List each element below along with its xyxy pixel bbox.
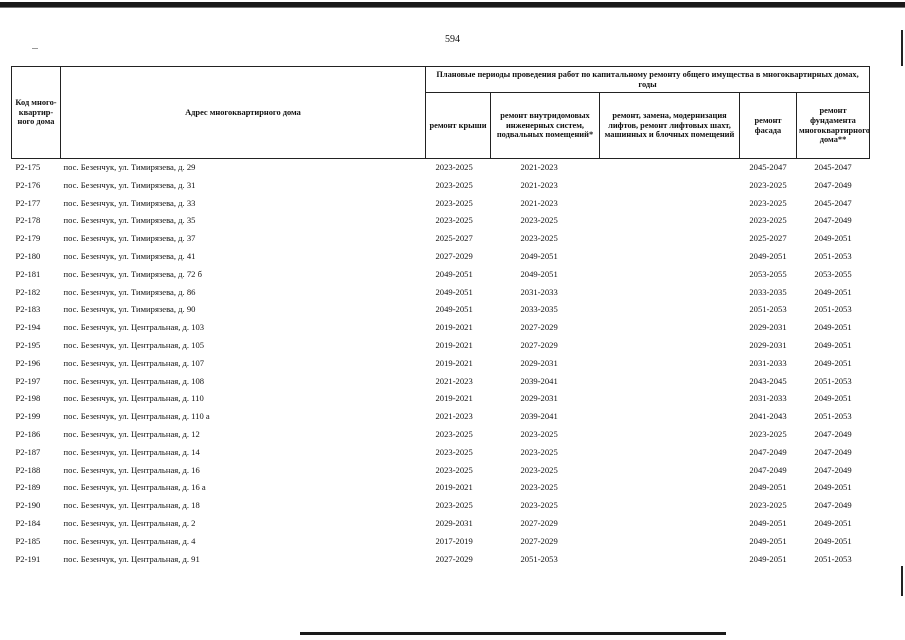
cell-facade: 2049-2051 bbox=[749, 553, 787, 564]
table-row bbox=[12, 462, 870, 480]
scan-edge-right-lower bbox=[901, 566, 903, 596]
cell-foundation: 2047-2049 bbox=[814, 446, 852, 457]
cell-address: пос. Безенчук, ул. Центральная, д. 14 bbox=[63, 446, 200, 457]
cell-foundation: 2051-2053 bbox=[814, 375, 852, 386]
cell-foundation: 2047-2049 bbox=[814, 500, 852, 511]
cell-systems: 2021-2023 bbox=[520, 179, 558, 190]
cell-facade: 2023-2025 bbox=[749, 500, 787, 511]
cell-lifts bbox=[600, 230, 740, 248]
table-body bbox=[12, 159, 870, 569]
cell-code: Р2-178 bbox=[15, 215, 41, 226]
cell-systems: 2023-2025 bbox=[520, 428, 558, 439]
cell-foundation: 2049-2051 bbox=[814, 393, 852, 404]
cell-lifts bbox=[600, 373, 740, 391]
cell-facade: 2031-2033 bbox=[749, 357, 787, 368]
cell-systems: 2027-2029 bbox=[520, 535, 558, 546]
cell-code: Р2-187 bbox=[15, 446, 41, 457]
cell-code: Р2-182 bbox=[15, 286, 41, 297]
cell-lifts bbox=[600, 212, 740, 230]
cell-lifts bbox=[600, 408, 740, 426]
cell-address: пос. Безенчук, ул. Тимирязева, д. 29 bbox=[63, 162, 196, 172]
cell-foundation: 2051-2053 bbox=[814, 553, 852, 564]
cell-lifts bbox=[600, 319, 740, 337]
cell-foundation: 2049-2051 bbox=[814, 482, 852, 493]
header-facade: ремонт фасада bbox=[740, 93, 797, 159]
header-systems: ремонт внутридомовых инженерных систем, подвальных помещений* bbox=[491, 93, 600, 159]
cell-foundation: 2045-2047 bbox=[814, 197, 852, 208]
cell-address: пос. Безенчук, ул. Центральная, д. 108 bbox=[63, 375, 205, 386]
cell-roof: 2017-2019 bbox=[435, 535, 473, 546]
cell-lifts bbox=[600, 497, 740, 515]
cell-systems: 2031-2033 bbox=[520, 286, 558, 297]
cell-address: пос. Безенчук, ул. Центральная, д. 18 bbox=[63, 500, 200, 511]
cell-foundation: 2049-2051 bbox=[814, 339, 852, 350]
cell-roof: 2029-2031 bbox=[435, 517, 473, 528]
cell-code: Р2-185 bbox=[15, 535, 41, 546]
cell-systems: 2021-2023 bbox=[520, 162, 558, 172]
scan-edge-bottom bbox=[300, 632, 726, 635]
cell-code: Р2-176 bbox=[15, 179, 41, 190]
cell-foundation: 2049-2051 bbox=[814, 357, 852, 368]
cell-facade: 2031-2033 bbox=[749, 393, 787, 404]
cell-lifts bbox=[600, 301, 740, 319]
cell-systems: 2039-2041 bbox=[520, 375, 558, 386]
table-row bbox=[12, 551, 870, 569]
cell-code: Р2-191 bbox=[15, 553, 41, 564]
cell-code: Р2-199 bbox=[15, 411, 41, 422]
cell-roof: 2027-2029 bbox=[435, 250, 473, 261]
cell-roof: 2049-2051 bbox=[435, 304, 473, 315]
table-row bbox=[12, 266, 870, 284]
cell-code: Р2-184 bbox=[15, 517, 41, 528]
cell-code: Р2-186 bbox=[15, 428, 41, 439]
cell-roof: 2023-2025 bbox=[435, 179, 473, 190]
cell-address: пос. Безенчук, ул. Центральная, д. 12 bbox=[63, 428, 200, 439]
cell-systems: 2049-2051 bbox=[520, 250, 558, 261]
cell-lifts bbox=[600, 337, 740, 355]
cell-roof: 2021-2023 bbox=[435, 411, 473, 422]
cell-code: Р2-190 bbox=[15, 500, 41, 511]
cell-address: пос. Безенчук, ул. Центральная, д. 110 bbox=[63, 393, 204, 404]
cell-facade: 2029-2031 bbox=[749, 339, 787, 350]
cell-address: пос. Безенчук, ул. Центральная, д. 4 bbox=[63, 535, 196, 546]
cell-roof: 2023-2025 bbox=[435, 162, 473, 172]
table-row bbox=[12, 337, 870, 355]
table-row bbox=[12, 444, 870, 462]
table-row bbox=[12, 212, 870, 230]
table-row bbox=[12, 390, 870, 408]
table-row bbox=[12, 479, 870, 497]
cell-address: пос. Безенчук, ул. Центральная, д. 16 а bbox=[63, 482, 206, 493]
cell-code: Р2-188 bbox=[15, 464, 41, 475]
cell-systems: 2051-2053 bbox=[520, 553, 558, 564]
cell-address: пос. Безенчук, ул. Центральная, д. 105 bbox=[63, 339, 205, 350]
cell-foundation: 2047-2049 bbox=[814, 215, 852, 226]
cell-foundation: 2049-2051 bbox=[814, 233, 852, 244]
table-row bbox=[12, 373, 870, 391]
cell-code: Р2-177 bbox=[15, 197, 41, 208]
cell-lifts bbox=[600, 533, 740, 551]
cell-lifts bbox=[600, 462, 740, 480]
header-foundation: ремонт фундамента многоквартирного дома** bbox=[797, 93, 870, 159]
table-row bbox=[12, 319, 870, 337]
cell-lifts bbox=[600, 177, 740, 195]
cell-facade: 2041-2043 bbox=[749, 411, 787, 422]
cell-facade: 2025-2027 bbox=[749, 233, 787, 244]
header-address: Адрес многоквартирного дома bbox=[61, 67, 426, 159]
cell-roof: 2019-2021 bbox=[435, 482, 473, 493]
cell-facade: 2047-2049 bbox=[749, 446, 787, 457]
cell-lifts bbox=[600, 390, 740, 408]
repair-schedule-table bbox=[11, 66, 870, 568]
page-number: 594 bbox=[445, 34, 460, 45]
cell-roof: 2023-2025 bbox=[435, 500, 473, 511]
cell-systems: 2027-2029 bbox=[520, 517, 558, 528]
cell-code: Р2-181 bbox=[15, 268, 41, 279]
cell-roof: 2019-2021 bbox=[435, 393, 473, 404]
cell-roof: 2023-2025 bbox=[435, 215, 473, 226]
cell-systems: 2023-2025 bbox=[520, 482, 558, 493]
cell-systems: 2029-2031 bbox=[520, 393, 558, 404]
cell-foundation: 2053-2055 bbox=[814, 268, 852, 279]
cell-address: пос. Безенчук, ул. Тимирязева, д. 33 bbox=[63, 197, 196, 208]
cell-foundation: 2047-2049 bbox=[814, 428, 852, 439]
cell-code: Р2-189 bbox=[15, 482, 41, 493]
cell-roof: 2049-2051 bbox=[435, 268, 473, 279]
cell-code: Р2-183 bbox=[15, 304, 41, 315]
cell-lifts bbox=[600, 426, 740, 444]
cell-facade: 2023-2025 bbox=[749, 197, 787, 208]
table-row bbox=[12, 355, 870, 373]
cell-foundation: 2049-2051 bbox=[814, 286, 852, 297]
cell-foundation: 2049-2051 bbox=[814, 322, 852, 333]
cell-lifts bbox=[600, 551, 740, 569]
cell-lifts bbox=[600, 444, 740, 462]
cell-code: Р2-179 bbox=[15, 233, 41, 244]
header-code: Код много-квартир-ного дома bbox=[12, 67, 61, 159]
cell-systems: 2049-2051 bbox=[520, 268, 558, 279]
cell-address: пос. Безенчук, ул. Тимирязева, д. 31 bbox=[63, 179, 196, 190]
cell-code: Р2-198 bbox=[15, 393, 41, 404]
cell-address: пос. Безенчук, ул. Тимирязева, д. 37 bbox=[63, 233, 196, 244]
cell-code: Р2-194 bbox=[15, 322, 41, 333]
cell-facade: 2045-2047 bbox=[749, 162, 787, 172]
cell-address: пос. Безенчук, ул. Центральная, д. 16 bbox=[63, 464, 200, 475]
cell-foundation: 2045-2047 bbox=[814, 162, 852, 172]
table-row bbox=[12, 533, 870, 551]
cell-code: Р2-195 bbox=[15, 339, 41, 350]
table-row bbox=[12, 159, 870, 177]
cell-systems: 2023-2025 bbox=[520, 233, 558, 244]
cell-foundation: 2047-2049 bbox=[814, 179, 852, 190]
cell-roof: 2023-2025 bbox=[435, 464, 473, 475]
table-row bbox=[12, 177, 870, 195]
cell-systems: 2039-2041 bbox=[520, 411, 558, 422]
cell-systems: 2021-2023 bbox=[520, 197, 558, 208]
cell-facade: 2053-2055 bbox=[749, 268, 787, 279]
table-row bbox=[12, 497, 870, 515]
cell-foundation: 2047-2049 bbox=[814, 464, 852, 475]
header-planned-periods: Плановые периоды проведения работ по капитальному ремонту общего имущества в многоквартирных домах, годы bbox=[426, 67, 870, 93]
cell-systems: 2023-2025 bbox=[520, 446, 558, 457]
table-row bbox=[12, 195, 870, 213]
cell-code: Р2-175 bbox=[15, 162, 41, 172]
cell-address: пос. Безенчук, ул. Тимирязева, д. 86 bbox=[63, 286, 196, 297]
header-lifts: ремонт, замена, модернизация лифтов, ремонт лифтовых шахт, машинных и блочных помещений bbox=[600, 93, 740, 159]
cell-roof: 2019-2021 bbox=[435, 357, 473, 368]
cell-facade: 2029-2031 bbox=[749, 322, 787, 333]
cell-lifts bbox=[600, 479, 740, 497]
cell-foundation: 2049-2051 bbox=[814, 535, 852, 546]
cell-foundation: 2051-2053 bbox=[814, 250, 852, 261]
cell-facade: 2051-2053 bbox=[749, 304, 787, 315]
cell-systems: 2033-2035 bbox=[520, 304, 558, 315]
cell-lifts bbox=[600, 355, 740, 373]
cell-lifts bbox=[600, 248, 740, 266]
cell-facade: 2047-2049 bbox=[749, 464, 787, 475]
cell-systems: 2023-2025 bbox=[520, 215, 558, 226]
cell-facade: 2023-2025 bbox=[749, 215, 787, 226]
header-roof: ремонт крыши bbox=[426, 93, 491, 159]
cell-address: пос. Безенчук, ул. Центральная, д. 110 а bbox=[63, 411, 210, 422]
scan-edge-top-shadow bbox=[0, 7, 905, 8]
table-row bbox=[12, 248, 870, 266]
cell-facade: 2049-2051 bbox=[749, 482, 787, 493]
cell-code: Р2-197 bbox=[15, 375, 41, 386]
cell-foundation: 2051-2053 bbox=[814, 411, 852, 422]
cell-roof: 2019-2021 bbox=[435, 339, 473, 350]
cell-systems: 2027-2029 bbox=[520, 339, 558, 350]
cell-lifts bbox=[600, 515, 740, 533]
cell-address: пос. Безенчук, ул. Центральная, д. 91 bbox=[63, 553, 200, 564]
cell-facade: 2043-2045 bbox=[749, 375, 787, 386]
cell-lifts bbox=[600, 284, 740, 302]
cell-roof: 2023-2025 bbox=[435, 197, 473, 208]
cell-systems: 2027-2029 bbox=[520, 322, 558, 333]
cell-address: пос. Безенчук, ул. Тимирязева, д. 35 bbox=[63, 215, 196, 226]
cell-facade: 2049-2051 bbox=[749, 517, 787, 528]
cell-roof: 2025-2027 bbox=[435, 233, 473, 244]
cell-facade: 2023-2025 bbox=[749, 179, 787, 190]
cell-roof: 2019-2021 bbox=[435, 322, 473, 333]
cell-code: Р2-196 bbox=[15, 357, 41, 368]
cell-address: пос. Безенчук, ул. Тимирязева, д. 41 bbox=[63, 250, 196, 261]
cell-roof: 2023-2025 bbox=[435, 428, 473, 439]
table-row bbox=[12, 515, 870, 533]
cell-roof: 2021-2023 bbox=[435, 375, 473, 386]
cell-systems: 2029-2031 bbox=[520, 357, 558, 368]
scan-mark bbox=[32, 48, 38, 49]
cell-address: пос. Безенчук, ул. Тимирязева, д. 90 bbox=[63, 304, 196, 315]
cell-lifts bbox=[600, 195, 740, 213]
cell-address: пос. Безенчук, ул. Тимирязева, д. 72 б bbox=[63, 268, 202, 279]
table-row bbox=[12, 230, 870, 248]
cell-roof: 2023-2025 bbox=[435, 446, 473, 457]
cell-facade: 2033-2035 bbox=[749, 286, 787, 297]
cell-roof: 2027-2029 bbox=[435, 553, 473, 564]
cell-facade: 2049-2051 bbox=[749, 250, 787, 261]
cell-lifts bbox=[600, 159, 740, 177]
cell-roof: 2049-2051 bbox=[435, 286, 473, 297]
cell-lifts bbox=[600, 266, 740, 284]
cell-facade: 2049-2051 bbox=[749, 535, 787, 546]
cell-address: пос. Безенчук, ул. Центральная, д. 103 bbox=[63, 322, 205, 333]
table-row bbox=[12, 301, 870, 319]
cell-facade: 2023-2025 bbox=[749, 428, 787, 439]
cell-address: пос. Безенчук, ул. Центральная, д. 2 bbox=[63, 517, 196, 528]
cell-address: пос. Безенчук, ул. Центральная, д. 107 bbox=[63, 357, 205, 368]
table-row bbox=[12, 284, 870, 302]
table-row bbox=[12, 426, 870, 444]
cell-systems: 2023-2025 bbox=[520, 500, 558, 511]
cell-foundation: 2051-2053 bbox=[814, 304, 852, 315]
cell-systems: 2023-2025 bbox=[520, 464, 558, 475]
table-row bbox=[12, 408, 870, 426]
cell-foundation: 2049-2051 bbox=[814, 517, 852, 528]
cell-code: Р2-180 bbox=[15, 250, 41, 261]
